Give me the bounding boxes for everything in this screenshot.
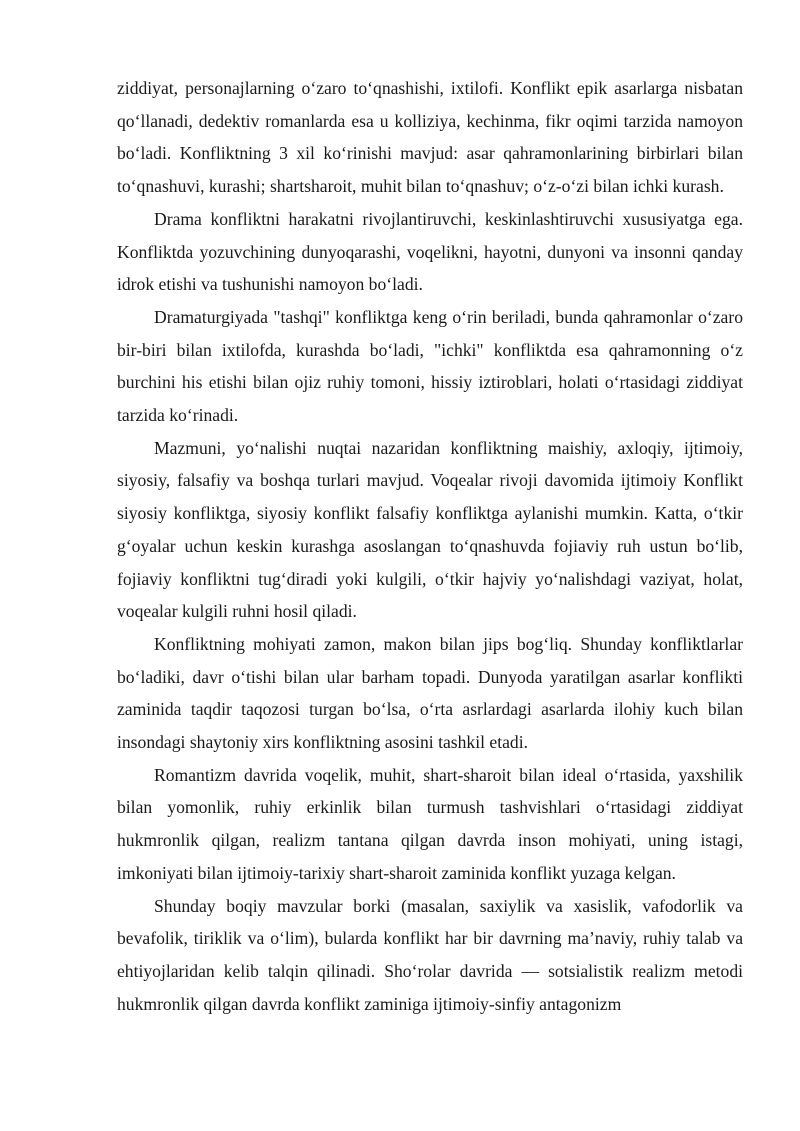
paragraph-3: Dramaturgiyada "tashqi" konfliktga keng o‘rin beriladi, bunda qahramonlar o‘zaro bir-biri bilan ixtilofda, kurashda bo‘ladi, "ichki" konfliktda esa qahramonning o‘z burchini his etishi bilan ojiz ruhiy tomoni, hissiy iztiroblari, holati o‘rtasidagi ziddiyat tarzida ko‘rinadi. [117, 306, 743, 426]
document-page [117, 72, 743, 1020]
paragraph-1: ziddiyat, personajlarning o‘zaro to‘qnashishi, ixtilofi. Konflikt epik asarlarga nisbatan qo‘llanadi, dedektiv romanlarda esa u kolliziya, kechinma, fikr oqimi tarzida namoyon bo‘ladi. Konfliktning 3 xil ko‘rinishi mavjud: asar qahramonlarining birbirlari bilan to‘qnashuvi, kurashi; shartsharoit, muhit bilan to‘qnashuv; o‘z-o‘zi bilan ichki kurash. [117, 78, 743, 197]
paragraph-2: Drama konfliktni harakatni rivojlantiruvchi, keskinlashtiruvchi xususiyatga ega. Konfliktda yozuvchining dunyoqarashi, voqelikni, hayotni, dunyoni va insonni qanday idrok etishi va tushunishi namoyon bo‘ladi. [117, 208, 743, 295]
paragraph-7: Shunday boqiy mavzular borki (masalan, saxiylik va xasislik, vafodorlik va bevafolik, tiriklik va o‘lim), bularda konflikt har bir davrning ma’naviy, ruhiy talab va ehtiyojlaridan kelib talqin qilinadi. Sho‘rolar davrida — sotsialistik realizm metodi hukmronlik qilgan davrda konflikt zaminiga ijtimoiy-sinfiy antagonizm [117, 895, 743, 1014]
paragraph-5: Konfliktning mohiyati zamon, makon bilan jips bog‘liq. Shunday konfliktlarlar bo‘ladiki, davr o‘tishi bilan ular barham topadi. Dunyoda yaratilgan asarlar konflikti zaminida taqdir taqozosi turgan bo‘lsa, o‘rta asrlardagi asarlarda ilohiy kuch bilan insondagi shaytoniy xirs konfliktning asosini tashkil etadi. [117, 633, 743, 753]
paragraph-6: Romantizm davrida voqelik, muhit, shart-sharoit bilan ideal o‘rtasida, yaxshilik bilan yomonlik, ruhiy erkinlik bilan turmush tashvishlari o‘rtasidagi ziddiyat hukmronlik qilgan, realizm tantana qilgan davrda inson mohiyati, uning istagi, imkoniyati bilan ijtimoiy-tarixiy shart-sharoit zaminida konflikt yuzaga kelgan. [117, 764, 743, 883]
paragraph-4: Mazmuni, yo‘nalishi nuqtai nazaridan konfliktning maishiy, axloqiy, ijtimoiy, siyosiy, falsafiy va boshqa turlari mavjud. Voqealar rivoji davomida ijtimoiy Konflikt siyosiy konfliktga, siyosiy konflikt falsafiy konfliktga aylanishi mumkin. Katta, o‘tkir g‘oyalar uchun keskin kurashga asoslangan to‘qnashuvda fojiaviy ruh ustun bo‘lib, fojiaviy konfliktni tug‘diradi yoki kulgili, o‘tkir hajviy yo‘nalishdagi vaziyat, holat, voqealar kulgili ruhni hosil qiladi. [117, 437, 743, 622]
